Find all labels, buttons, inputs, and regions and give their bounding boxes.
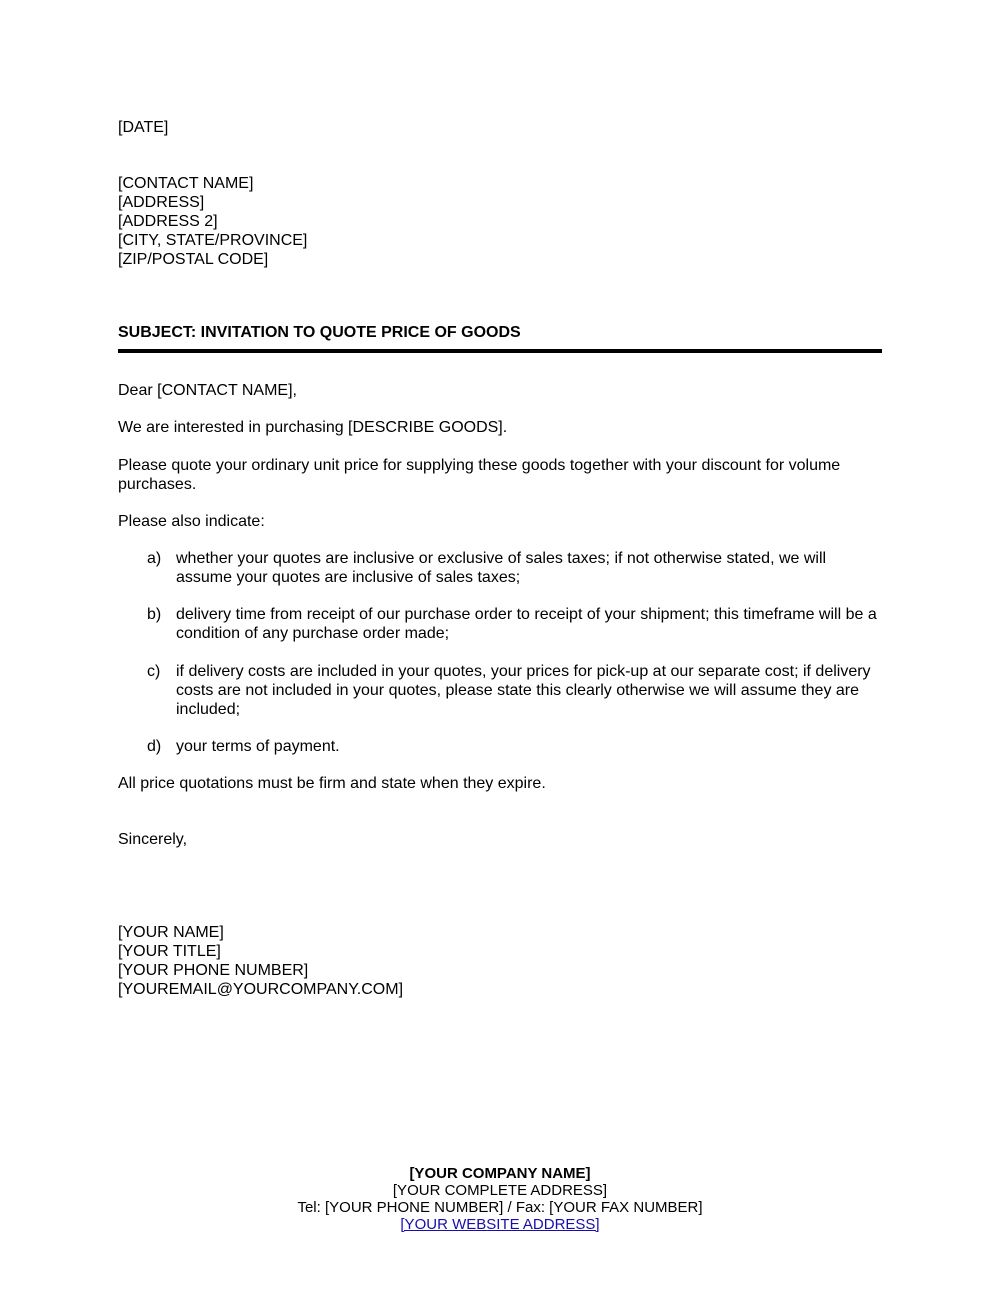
- footer-website-link[interactable]: [YOUR WEBSITE ADDRESS]: [400, 1216, 600, 1233]
- list-marker: d): [147, 738, 162, 755]
- list-item-text: your terms of payment.: [176, 738, 340, 755]
- paragraph-also-indicate: Please also indicate:: [118, 513, 265, 530]
- signature-title: [YOUR TITLE]: [118, 943, 221, 960]
- recipient-contact-name: [CONTACT NAME]: [118, 175, 254, 192]
- recipient-address-2: [ADDRESS 2]: [118, 213, 218, 230]
- list-item-text: whether your quotes are inclusive or exclusive of sales taxes; if not otherwise stated, we will assume your quotes are inclusive of sales taxes;: [176, 550, 827, 586]
- recipient-address: [ADDRESS]: [118, 194, 205, 211]
- recipient-zip: [ZIP/POSTAL CODE]: [118, 251, 269, 268]
- signature-email: [YOUREMAIL@YOURCOMPANY.COM]: [118, 981, 404, 998]
- paragraph-quote-request: Please quote your ordinary unit price for supplying these goods together with your discount for volume purchases.: [118, 457, 841, 493]
- footer-address: [YOUR COMPLETE ADDRESS]: [392, 1182, 608, 1199]
- footer-website-row: [0, 1216, 1000, 1233]
- list-marker: c): [147, 663, 161, 680]
- list-marker: a): [147, 550, 162, 567]
- list-item-text: delivery time from receipt of our purchase order to receipt of your shipment; this timeframe will be a condition of any purchase order made;: [176, 606, 877, 642]
- paragraph-firm-quotations: All price quotations must be firm and state when they expire.: [118, 775, 546, 792]
- footer-contact: Tel: [YOUR PHONE NUMBER] / Fax: [YOUR FAX NUMBER]: [297, 1199, 703, 1216]
- closing: Sincerely,: [118, 831, 188, 848]
- subject-divider: [118, 349, 882, 353]
- signature-phone: [YOUR PHONE NUMBER]: [118, 962, 309, 979]
- footer-company-name: [YOUR COMPANY NAME]: [409, 1165, 591, 1182]
- salutation: Dear [CONTACT NAME],: [118, 382, 297, 399]
- list-item-text: if delivery costs are included in your quotes, your prices for pick-up at our separate cost; if delivery costs are not included in your quotes, please state this clearly otherwise we will assume they are included;: [176, 663, 871, 718]
- recipient-city-state: [CITY, STATE/PROVINCE]: [118, 232, 308, 249]
- letter-date: [DATE]: [118, 119, 169, 136]
- signature-name: [YOUR NAME]: [118, 924, 224, 941]
- list-marker: b): [147, 606, 162, 623]
- paragraph-interest: We are interested in purchasing [DESCRIBE GOODS].: [118, 419, 508, 436]
- subject-heading: SUBJECT: INVITATION TO QUOTE PRICE OF GOODS: [118, 324, 521, 341]
